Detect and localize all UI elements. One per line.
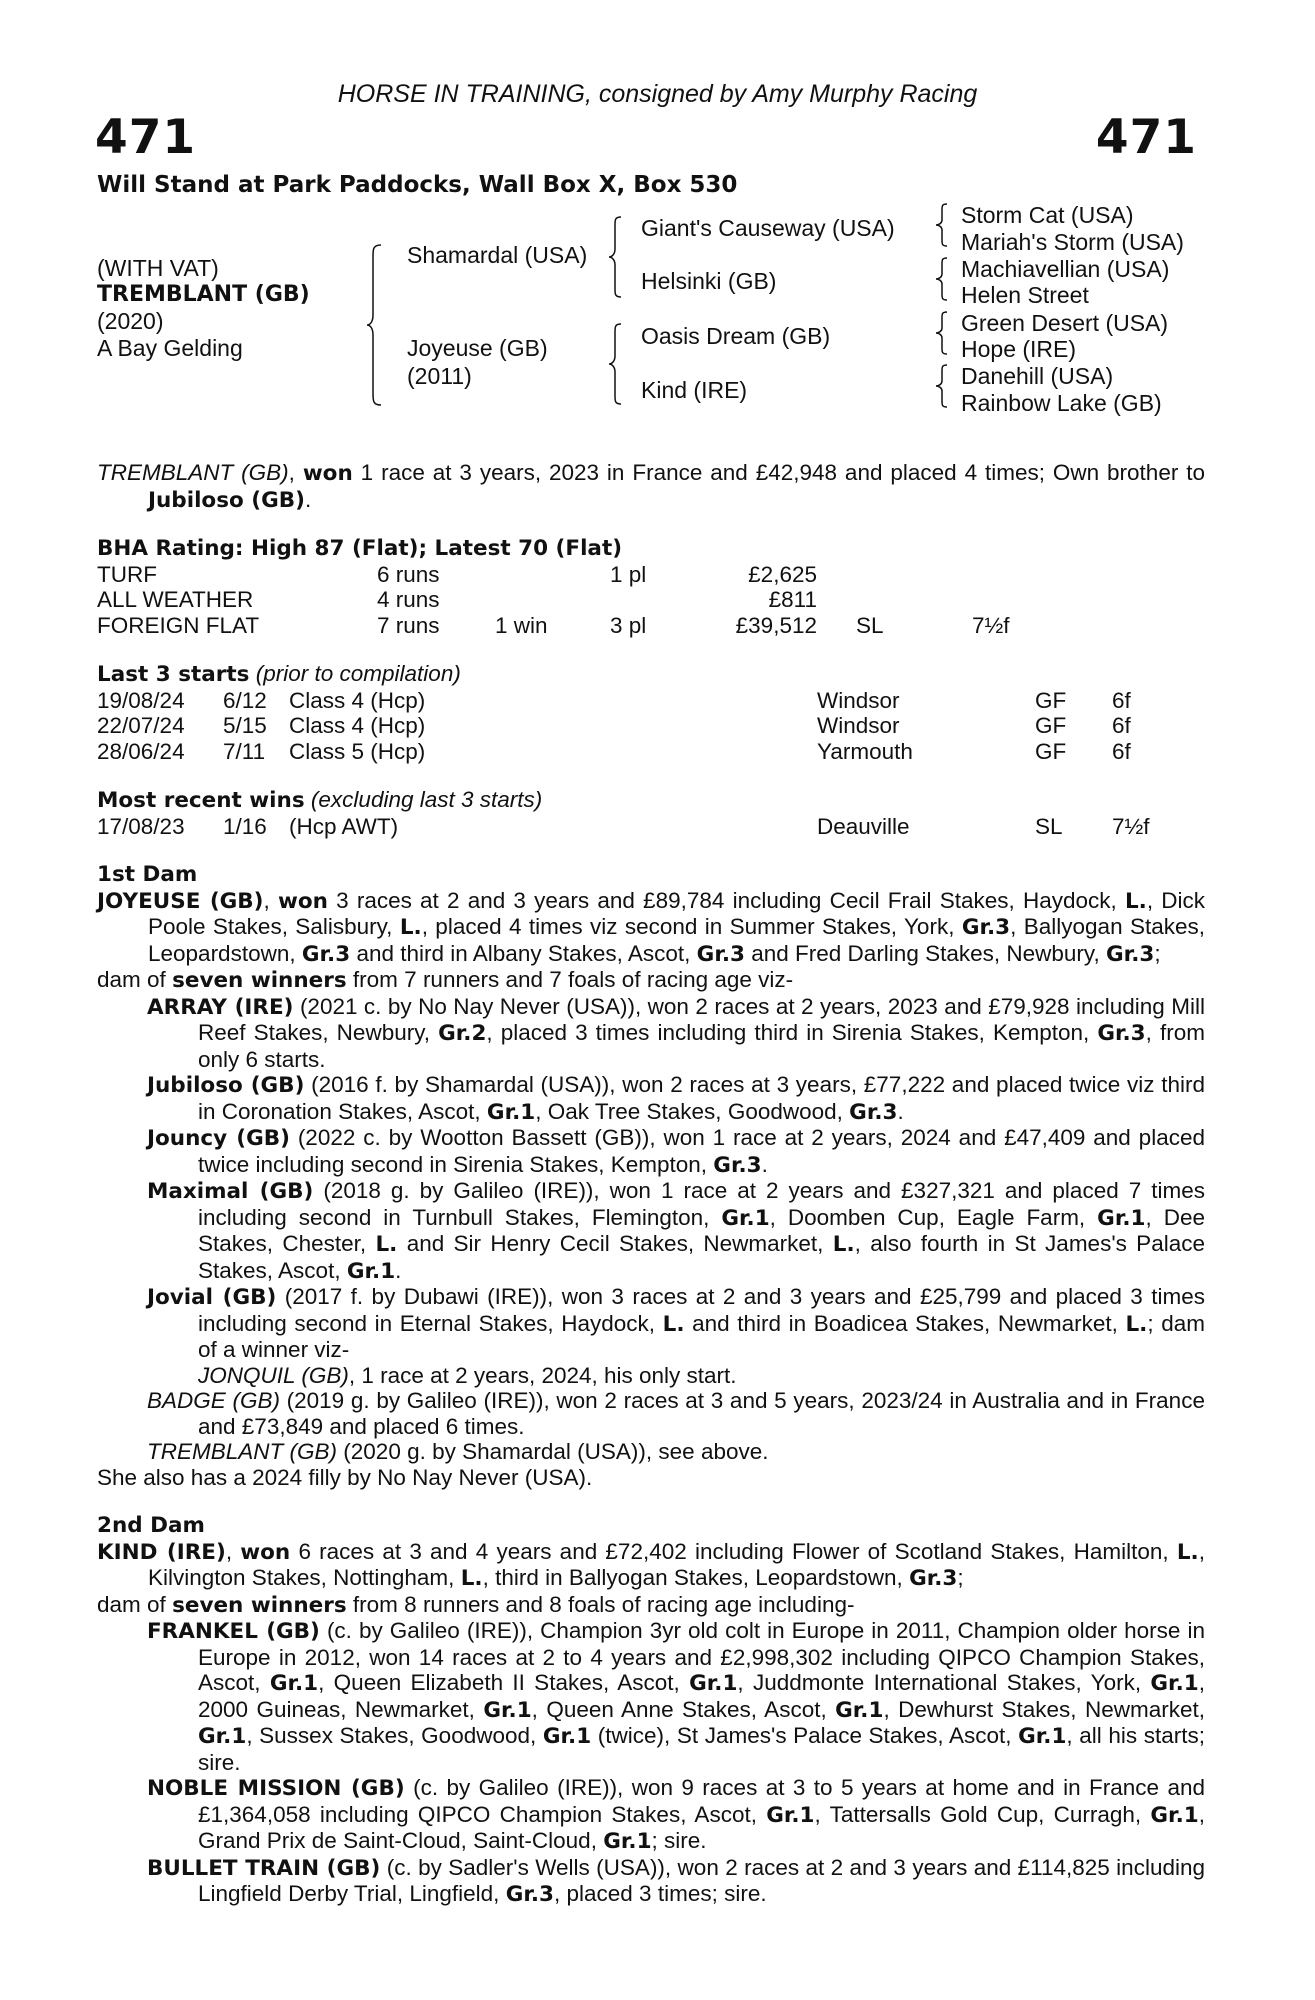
produce-frankel: FRANKEL (GB) (c. by Galileo (IRE)), Champion 3yr old colt in Europe in 2011, Champion older horse in Europe in 2012, won 14 races at 2 to 4 years and £2,998,302 including QIPCO Champion Stakes, Ascot, Gr.1, Queen Elizabeth II Stakes, Ascot, Gr.1, Juddmonte International Stakes, York, Gr.1, 2000 Guineas, Newmarket, Gr.1, Queen Anne Stakes, Ascot, Gr.1, Dewhurst Stakes, Newmarket, Gr.1, Sussex Stakes, Goodwood, Gr.1 (twice), St James's Palace Stakes, Ascot, Gr.1, all his starts; sire. <box>147 1618 1205 1775</box>
horse-summary: TREMBLANT (GB), won 1 race at 3 years, 2023 in France and £42,948 and placed 4 times; Own brother to Jubiloso (GB). <box>97 460 1205 513</box>
win-row-course: Deauville <box>817 813 910 839</box>
dam2-record: KIND (IRE), won 6 races at 3 and 4 years and £72,402 including Flower of Scotland Stakes, Hamilton, L., Kilvington Stakes, Nottingham, L., third in Ballyogan Stakes, Leopardstown, Gr.3; <box>97 1538 1205 1591</box>
start-row-dist: 6f <box>1112 713 1131 738</box>
rating-row-class: SL <box>856 612 884 638</box>
pedigree-sire-sire: Giant's Causeway (USA) <box>641 215 895 241</box>
start-row-pos: 6/12 <box>223 687 267 713</box>
start-row-going: GF <box>1035 738 1067 764</box>
win-row-dist: 7½f <box>1112 813 1150 839</box>
rating-row-prize: £39,512 <box>735 612 817 638</box>
start-row-dist: 6f <box>1112 687 1131 713</box>
dam1-also: She also has a 2024 filly by No Nay Never (USA). <box>97 1464 593 1490</box>
pedigree-dam-sire: Oasis Dream (GB) <box>641 323 831 349</box>
pedigree-g2: Mariah's Storm (USA) <box>961 229 1184 255</box>
summary-name: TREMBLANT (GB) <box>97 460 289 485</box>
win-row <box>97 814 1205 840</box>
start-row-race: Class 4 (Hcp) <box>289 687 426 713</box>
dam1-heading: 1st Dam <box>97 862 198 887</box>
produce-badge: BADGE (GB) (2019 g. by Galileo (IRE)), won 2 races at 3 and 5 years, 2023/24 in Australia and in France and £73,849 and placed 6 times. <box>147 1388 1205 1439</box>
pedigree-sire: Shamardal (USA) <box>407 242 588 268</box>
produce-bullet-train: BULLET TRAIN (GB) (c. by Sadler's Wells (USA)), won 2 races at 2 and 3 years and £114,825 including Lingfield Derby Trial, Lingfield, Gr.3, placed 3 times; sire. <box>147 1854 1205 1907</box>
produce-array: ARRAY (IRE) (2021 c. by No Nay Never (USA)), won 2 races at 2 years, 2023 and £79,928 including Mill Reef Stakes, Newbury, Gr.2, placed 3 times including third in Sirenia Stakes, Kempton, Gr.3, from only 6 starts. <box>147 993 1205 1072</box>
rating-row-placed: 1 pl <box>610 561 647 587</box>
rating-row-wins: 1 win <box>495 612 548 638</box>
start-row <box>97 688 1205 714</box>
rating-row-surface: FOREIGN FLAT <box>97 612 260 638</box>
pedigree-brace-dam <box>607 322 625 406</box>
pedigree-dam: Joyeuse (GB) <box>407 335 548 361</box>
start-row-dist: 6f <box>1112 738 1131 764</box>
win-row-race: (Hcp AWT) <box>289 813 399 839</box>
horse-description: A Bay Gelding <box>97 335 243 361</box>
dam2-produce-intro: dam of seven winners from 8 runners and 8 foals of racing age including- <box>97 1591 855 1618</box>
stand-location: Will Stand at Park Paddocks, Wall Box X, Box 530 <box>97 172 738 198</box>
start-row-course: Windsor <box>817 687 900 713</box>
win-row-date: 17/08/23 <box>97 813 185 839</box>
start-row-date: 28/06/24 <box>97 738 185 764</box>
pedigree-brace-g4 <box>934 363 950 409</box>
pedigree-g1: Storm Cat (USA) <box>961 202 1134 228</box>
start-row <box>97 739 1205 765</box>
start-row-course: Windsor <box>817 713 900 738</box>
catalogue-body <box>97 460 1205 1908</box>
rating-row-runs: 7 runs <box>377 612 440 638</box>
rating-row-prize: £2,625 <box>748 561 817 587</box>
pedigree-g4: Helen Street <box>961 282 1089 308</box>
start-row <box>97 713 1205 739</box>
rating-heading: BHA Rating: High 87 (Flat); Latest 70 (Flat) <box>97 536 623 561</box>
produce-jubiloso: Jubiloso (GB) (2016 f. by Shamardal (USA)), won 2 races at 3 years, £77,222 and placed twice viz third in Coronation Stakes, Ascot, Gr.1, Oak Tree Stakes, Goodwood, Gr.3. <box>147 1072 1205 1125</box>
rating-row-placed: 3 pl <box>610 612 647 638</box>
rating-row <box>97 587 1205 613</box>
produce-noble-mission: NOBLE MISSION (GB) (c. by Galileo (IRE)), won 9 races at 3 to 5 years at home and in France and £1,364,058 including QIPCO Champion Stakes, Ascot, Gr.1, Tattersalls Gold Cup, Curragh, Gr.1, Grand Prix de Saint-Cloud, Saint-Cloud, Gr.1; sire. <box>147 1775 1205 1854</box>
dam1-produce-intro: dam of seven winners from 7 runners and 7 foals of racing age viz- <box>97 967 794 993</box>
pedigree-dam-dam: Kind (IRE) <box>641 377 748 403</box>
start-row-pos: 5/15 <box>223 713 267 738</box>
pedigree-g3: Machiavellian (USA) <box>961 256 1170 282</box>
rating-row-surface: ALL WEATHER <box>97 587 254 612</box>
win-row-pos: 1/16 <box>223 813 267 839</box>
rating-row <box>97 562 1205 588</box>
rating-row-runs: 4 runs <box>377 587 440 612</box>
rating-row-surface: TURF <box>97 561 157 587</box>
produce-maximal: Maximal (GB) (2018 g. by Galileo (IRE)), won 1 race at 2 years and £327,321 and placed 7 times including second in Turnbull Stakes, Flemington, Gr.1, Doomben Cup, Eagle Farm, Gr.1, Dee Stakes, Chester, L. and Sir Henry Cecil Stakes, Newmarket, L., also fourth in St James's Palace Stakes, Ascot, Gr.1. <box>147 1178 1205 1284</box>
rating-row-runs: 6 runs <box>377 561 440 587</box>
start-row-race: Class 4 (Hcp) <box>289 713 426 738</box>
pedigree-sire-dam: Helsinki (GB) <box>641 268 777 294</box>
rating-row <box>97 613 1205 639</box>
lot-number-left: 471 <box>95 110 197 165</box>
rating-row-dist: 7½f <box>972 612 1010 638</box>
pedigree-brace-sire <box>607 215 625 299</box>
brother-link: Jubiloso (GB) <box>148 487 305 513</box>
dam1-record: JOYEUSE (GB), won 3 races at 2 and 3 years and £89,784 including Cecil Frail Stakes, Haydock, L., Dick Poole Stakes, Salisbury, L., placed 4 times viz second in Summer Stakes, York, Gr.3, Ballyogan Stakes, Leopardstown, Gr.3 and third in Albany Stakes, Ascot, Gr.3 and Fred Darling Stakes, Newbury, Gr.3; <box>97 887 1205 967</box>
produce-jonquil: JONQUIL (GB), 1 race at 2 years, 2024, his only start. <box>198 1362 737 1388</box>
start-row-going: GF <box>1035 687 1067 713</box>
pedigree-g5: Green Desert (USA) <box>961 310 1169 336</box>
recent-table <box>97 814 1205 840</box>
produce-tremblant: TREMBLANT (GB) (2020 g. by Shamardal (USA)), see above. <box>147 1439 769 1464</box>
pedigree-g8: Rainbow Lake (GB) <box>961 390 1162 416</box>
horse-name: TREMBLANT (GB) <box>97 282 310 307</box>
lot-number-right: 471 <box>1095 110 1197 165</box>
pedigree-g6: Hope (IRE) <box>961 336 1077 362</box>
last3-heading: Last 3 starts (prior to compilation) <box>97 661 461 687</box>
pedigree-g7: Danehill (USA) <box>961 363 1114 389</box>
start-row-going: GF <box>1035 713 1067 738</box>
produce-jovial: Jovial (GB) (2017 f. by Dubawi (IRE)), won 3 races at 2 and 3 years and £25,799 and placed 3 times including second in Eternal Stakes, Haydock, L. and third in Boadicea Stakes, Newmarket, L.; dam of a winner viz- <box>147 1284 1205 1362</box>
pedigree-brace-g3 <box>934 310 950 356</box>
rating-row-prize: £811 <box>768 587 817 612</box>
start-row-date: 22/07/24 <box>97 713 185 738</box>
win-row-going: SL <box>1035 813 1063 839</box>
dam2-heading: 2nd Dam <box>97 1513 205 1538</box>
page-header: HORSE IN TRAINING, consigned by Amy Murphy Racing <box>337 80 978 108</box>
horse-year: (2020) <box>97 308 164 334</box>
start-row-date: 19/08/24 <box>97 687 185 713</box>
start-row-race: Class 5 (Hcp) <box>289 738 426 764</box>
produce-jouncy: Jouncy (GB) (2022 c. by Wootton Bassett (GB)), won 1 race at 2 years, 2024 and £47,409 and placed twice including second in Sirenia Stakes, Kempton, Gr.3. <box>147 1125 1205 1178</box>
recent-heading: Most recent wins (excluding last 3 starts) <box>97 787 543 813</box>
last3-table <box>97 688 1205 765</box>
pedigree-dam-year: (2011) <box>407 363 472 389</box>
start-row-course: Yarmouth <box>817 738 913 764</box>
pedigree-brace-g2 <box>934 256 950 302</box>
pedigree-brace-g1 <box>934 202 950 248</box>
start-row-pos: 7/11 <box>223 738 266 764</box>
pedigree-brace-main <box>365 243 385 407</box>
vat-note: (WITH VAT) <box>97 255 219 281</box>
rating-table <box>97 562 1205 639</box>
